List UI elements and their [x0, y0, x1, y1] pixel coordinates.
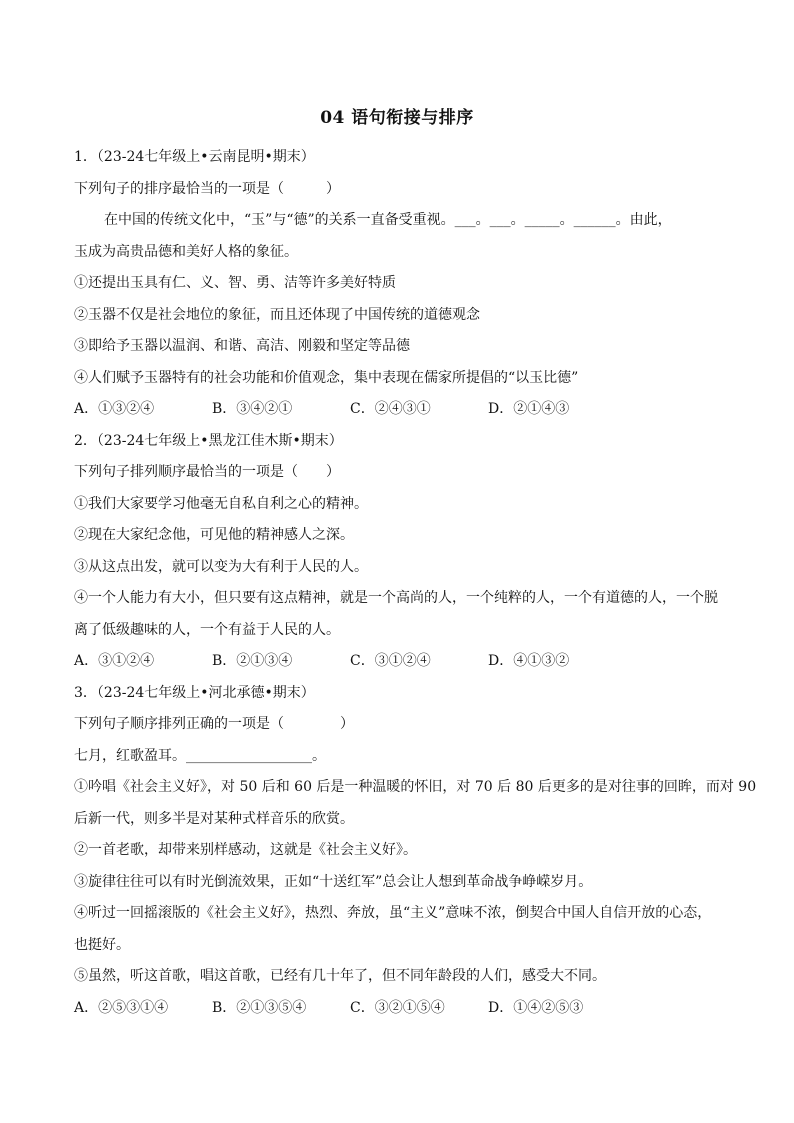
option-d: D．④①③② [488, 653, 570, 669]
option-b: B．③④②① [212, 401, 293, 417]
option-d: D．②①④③ [488, 401, 570, 417]
sentence-item-continuation: 也挺好。 [74, 936, 130, 953]
sentence-item: ③从这点出发，就可以变为大有利于人民的人。 [74, 558, 368, 575]
option-c: C．②④③① [350, 401, 431, 417]
question-1 [74, 142, 734, 426]
passage-line: 玉成为高贵品德和美好人格的象征。 [74, 243, 298, 260]
option-a: A．③①②④ [74, 653, 155, 669]
sentence-item: ②玉器不仅是社会地位的象征，而且还体现了中国传统的道德观念 [74, 306, 480, 323]
sentence-item: ③即给予玉器以温润、和谐、高洁、刚毅和坚定等品德 [74, 338, 410, 354]
option-b: B．②①③④ [212, 653, 293, 669]
sentence-item: ①还提出玉具有仁、义、智、勇、洁等许多美好特质 [74, 275, 396, 291]
question-stem: 下列句子排列顺序最恰当的一项是（ ） [74, 464, 340, 480]
option-c: C．③①②④ [350, 653, 431, 669]
option-a: A．②⑤③①④ [74, 999, 169, 1016]
question-list [74, 142, 757, 1024]
sentence-item: ①吟唱《社会主义好》，对 50 后和 60 后是一种温暖的怀旧，对 70 后 80 后更多的是对往事的回眸，而对 90 [74, 779, 757, 795]
sentence-item: ②一首老歌，却带来别样感动，这就是《社会主义好》。 [74, 842, 417, 858]
answer-options [74, 646, 734, 678]
sentence-item: ④一个人能力有大小，但只要有这点精神，就是一个高尚的人，一个纯粹的人，一个有道德的人，一个脱 [74, 590, 718, 606]
sentence-item-continuation: 离了低级趣味的人，一个有益于人民的人。 [74, 621, 340, 638]
answer-options [74, 993, 734, 1025]
question-header: 2．（23-24七年级上•黑龙江佳木斯•期末） [74, 432, 343, 449]
question-2 [74, 426, 734, 678]
answer-options [74, 394, 734, 426]
sentence-item: ②现在大家纪念他，可见他的精神感人之深。 [74, 527, 354, 543]
option-a: A．①③②④ [74, 401, 155, 417]
sentence-item-continuation: 后新一代，则多半是对某种式样音乐的欣赏。 [74, 810, 354, 827]
question-stem: 下列句子的排序最恰当的一项是（ ） [74, 180, 340, 197]
question-header: 3．（23-24七年级上•河北承德•期末） [74, 684, 315, 701]
sentence-item: ①我们大家要学习他毫无自私自利之心的精神。 [74, 495, 368, 512]
sentence-item: ⑤虽然，听这首歌，唱这首歌，已经有几十年了，但不同年龄段的人们，感受大不同。 [74, 968, 606, 984]
question-3 [74, 678, 757, 1025]
page-title: 04 语句衔接与排序 [320, 108, 474, 128]
question-header: 1．（23-24七年级上•云南昆明•期末） [74, 149, 315, 165]
sentence-item: ④听过一回摇滚版的《社会主义好》，热烈、奔放，虽“主义”意味不浓，倒契合中国人自信开放的心态， [74, 905, 712, 921]
passage-line: 在中国的传统文化中，“玉”与“德”的关系一直备受重视。___。___。_____。______。由此， [104, 212, 672, 228]
option-c: C．③②①⑤④ [350, 999, 445, 1016]
option-d: D．①④②⑤③ [488, 999, 584, 1016]
option-b: B．②①③⑤④ [212, 999, 307, 1016]
sentence-item: ④人们赋予玉器特有的社会功能和价值观念，集中表现在儒家所提倡的“以玉比德” [74, 369, 579, 386]
question-lead: 七月，红歌盈耳。__________________。 [74, 747, 326, 764]
question-stem: 下列句子顺序排列正确的一项是（ ） [74, 716, 354, 732]
sentence-item: ③旋律往往可以有时光倒流效果，正如“十送红军”总会让人想到革命战争峥嵘岁月。 [74, 873, 593, 890]
